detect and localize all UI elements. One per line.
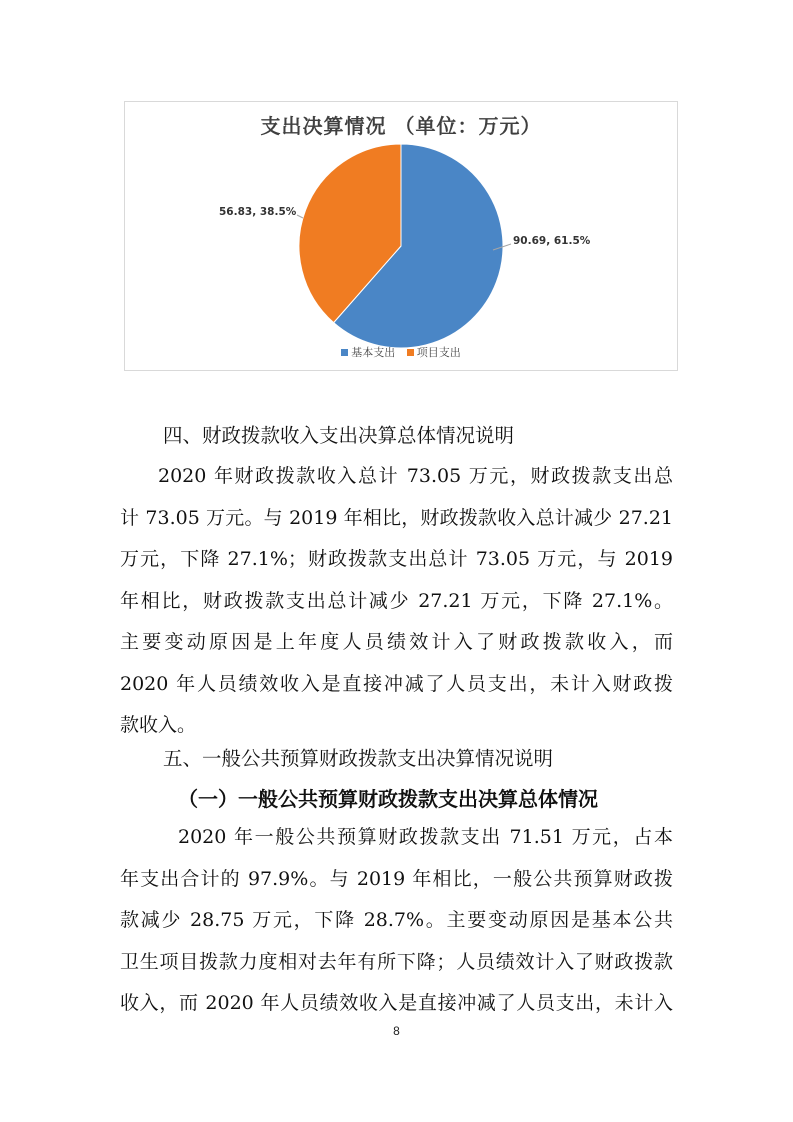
chart-legend [125,344,677,360]
leader-line-project [297,215,303,218]
section5-heading: 五、一般公共预算财政拨款支出决算情况说明 [163,747,554,770]
legend-item-basic [341,344,395,360]
section4-line-5: 主要变动原因是上年度人员绩效计入了财政拨款收入，而 [120,631,673,653]
section4-line-1: 2020 年财政拨款收入总计 73.05 万元，财政拨款支出总 [158,465,673,487]
legend-label-project: 项目支出 [416,346,461,359]
section5-line-5: 收入，而 2020 年人员绩效收入是直接冲减了人员支出，未计入 [120,992,673,1014]
section5-subheading: （一）一般公共预算财政拨款支出决算总体情况 [178,787,598,811]
section5-line-3: 款减少 28.75 万元，下降 28.7%。主要变动原因是基本公共 [120,909,673,931]
legend-swatch-project [407,349,414,356]
section4-line-6: 2020 年人员绩效收入是直接冲减了人员支出，未计入财政拨 [120,672,673,695]
section5-line-2: 年支出合计的 97.9%。与 2019 年相比，一般公共预算财政拨 [120,867,673,890]
section5-line-1: 2020 年一般公共预算财政拨款支出 71.51 万元，占本 [178,826,673,848]
pie-canvas [125,102,677,370]
legend-swatch-basic [341,349,348,356]
section4-line-3: 万元，下降 27.1%；财政拨款支出总计 73.05 万元，与 2019 [120,548,673,570]
data-label-basic: 90.69, 61.5% [513,235,591,247]
section4-paragraph [120,456,673,747]
section4-line-7: 款收入。 [120,714,197,736]
legend-item-project [407,344,461,360]
section4-line-4: 年相比，财政拨款支出总计减少 27.21 万元，下降 27.1%。 [120,589,673,612]
section5-line-4: 卫生项目拨款力度相对去年有所下降；人员绩效计入了财政拨款 [120,950,673,973]
data-label-project: 56.83, 38.5% [219,206,297,218]
chart-title: 支出决算情况 （单位：万元） [260,114,542,138]
section4-heading: 四、财政拨款收入支出决算总体情况说明 [163,424,515,447]
section4-line-2: 计 73.05 万元。与 2019 年相比，财政拨款收入总计减少 27.21 [120,506,673,529]
page-number: 8 [393,1024,400,1038]
expenditure-pie-chart [124,101,678,371]
legend-label-basic: 基本支出 [351,346,396,359]
section5-paragraph [120,817,673,1025]
